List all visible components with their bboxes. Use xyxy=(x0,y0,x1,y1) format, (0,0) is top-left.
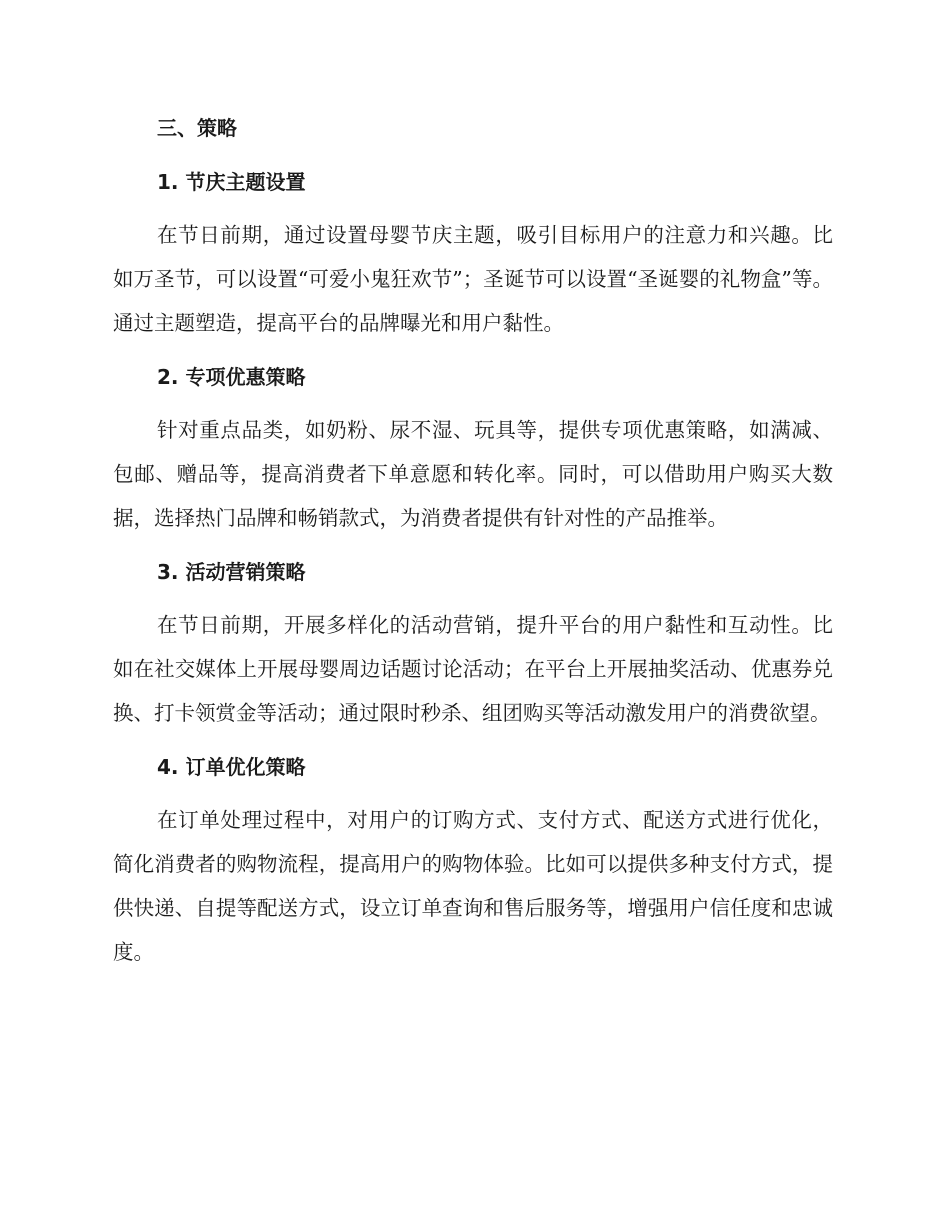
document-body xyxy=(113,106,833,974)
item-heading-4: 4. 订单优化策略 xyxy=(157,755,306,779)
item-paragraph-1: 在节日前期，通过设置母婴节庆主题，吸引目标用户的注意力和兴趣。比如万圣节，可以设置“可爱小鬼狂欢节”；圣诞节可以设置“圣诞婴的礼物盒”等。通过主题塑造，提高平台的品牌曝光和用户黏性。 xyxy=(113,223,833,335)
item-heading-1: 1. 节庆主题设置 xyxy=(157,170,306,194)
item-paragraph-3: 在节日前期，开展多样化的活动营销，提升平台的用户黏性和互动性。比如在社交媒体上开展母婴周边话题讨论活动；在平台上开展抽奖活动、优惠券兑换、打卡领赏金等活动；通过限时秒杀、组团购买等活动激发用户的消费欲望。 xyxy=(113,613,833,725)
item-heading-2: 2. 专项优惠策略 xyxy=(157,365,306,389)
item-paragraph-4: 在订单处理过程中，对用户的订购方式、支付方式、配送方式进行优化，简化消费者的购物流程，提高用户的购物体验。比如可以提供多种支付方式，提供快递、自提等配送方式，设立订单查询和售后服务等，增强用户信任度和忠诚度。 xyxy=(113,808,833,964)
item-heading-3: 3. 活动营销策略 xyxy=(157,560,306,584)
item-paragraph-2: 针对重点品类，如奶粉、尿不湿、玩具等，提供专项优惠策略，如满减、包邮、赠品等，提高消费者下单意愿和转化率。同时，可以借助用户购买大数据，选择热门品牌和畅销款式，为消费者提供有针对性的产品推举。 xyxy=(113,418,833,530)
section-heading: 三、策略 xyxy=(157,116,237,140)
